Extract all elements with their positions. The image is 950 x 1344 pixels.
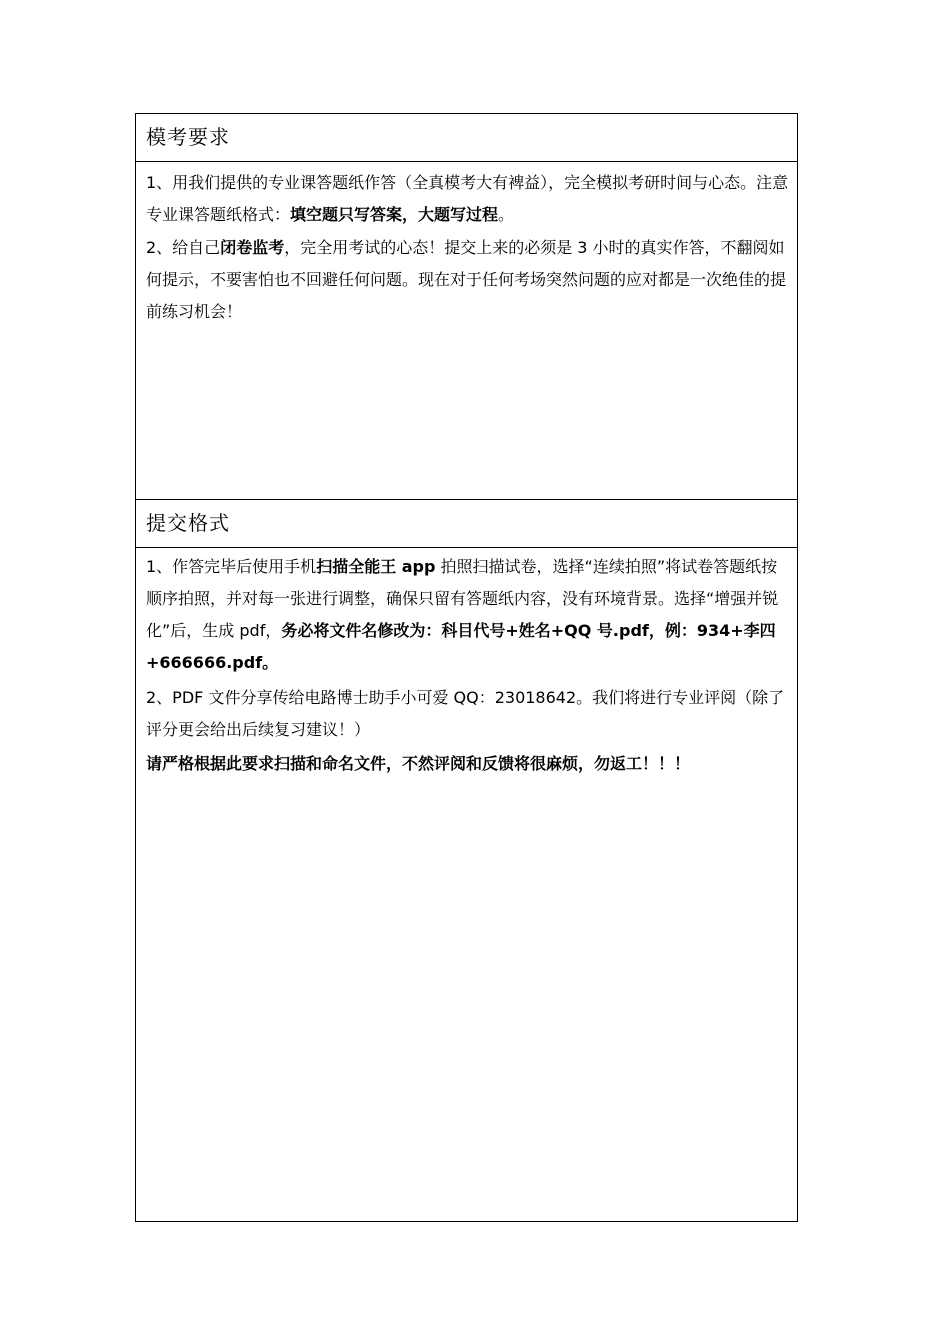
requirement-paragraph-2 [146,232,792,328]
bold-emphasis: 务必将文件名修改为：科目代号+姓名+QQ 号.pdf，例：934+李四+666666.pdf。 [146,621,776,672]
submission-warning: 请严格根据此要求扫描和命名文件，不然评阅和反馈将很麻烦，勿返工！！！ [146,754,691,773]
text-span: 拍照扫描试卷，选择“连续拍照”将试卷答题纸按顺序拍照，并对每一张进行调整，确保只留有答题纸内容，没有环境背景。选择“增强并锐化”后，生成 pdf， [146,557,779,640]
bold-emphasis: 填空题只写答案，大题写过程 [290,205,499,224]
instruction-table [135,113,798,1222]
text-span: 1、用我们提供的专业课答题纸作答（全真模考大有裨益），完全模拟考研时间与心态。注意专业课答题纸格式： [146,173,789,224]
bold-emphasis: 扫描全能王 app [316,557,436,576]
section-body-submission-format [136,548,797,1221]
text-span: 。 [498,205,515,224]
section-header-submission-format [136,500,797,548]
requirement-paragraph-1 [146,167,792,231]
section-title: 提交格式 [146,511,230,535]
text-span: 2、给自己 [146,238,221,257]
section-body-exam-requirements [136,162,797,500]
text-span: 1、作答完毕后使用手机 [146,557,317,576]
section-title: 模考要求 [146,125,230,149]
submission-paragraph-2: 2、PDF 文件分享传给电路博士助手小可爱 QQ：23018642。我们将进行专业评阅（除了评分更会给出后续复习建议！） [146,688,785,739]
section-header-exam-requirements [136,114,797,162]
submission-paragraph-1 [146,551,792,679]
text-span: ，完全用考试的心态！提交上来的必须是 3 小时的真实作答，不翻阅如何提示，不要害怕也不回避任何问题。现在对于任何考场突然问题的应对都是一次绝佳的提前练习机会！ [146,238,787,321]
bold-emphasis: 闭卷监考 [220,238,285,257]
